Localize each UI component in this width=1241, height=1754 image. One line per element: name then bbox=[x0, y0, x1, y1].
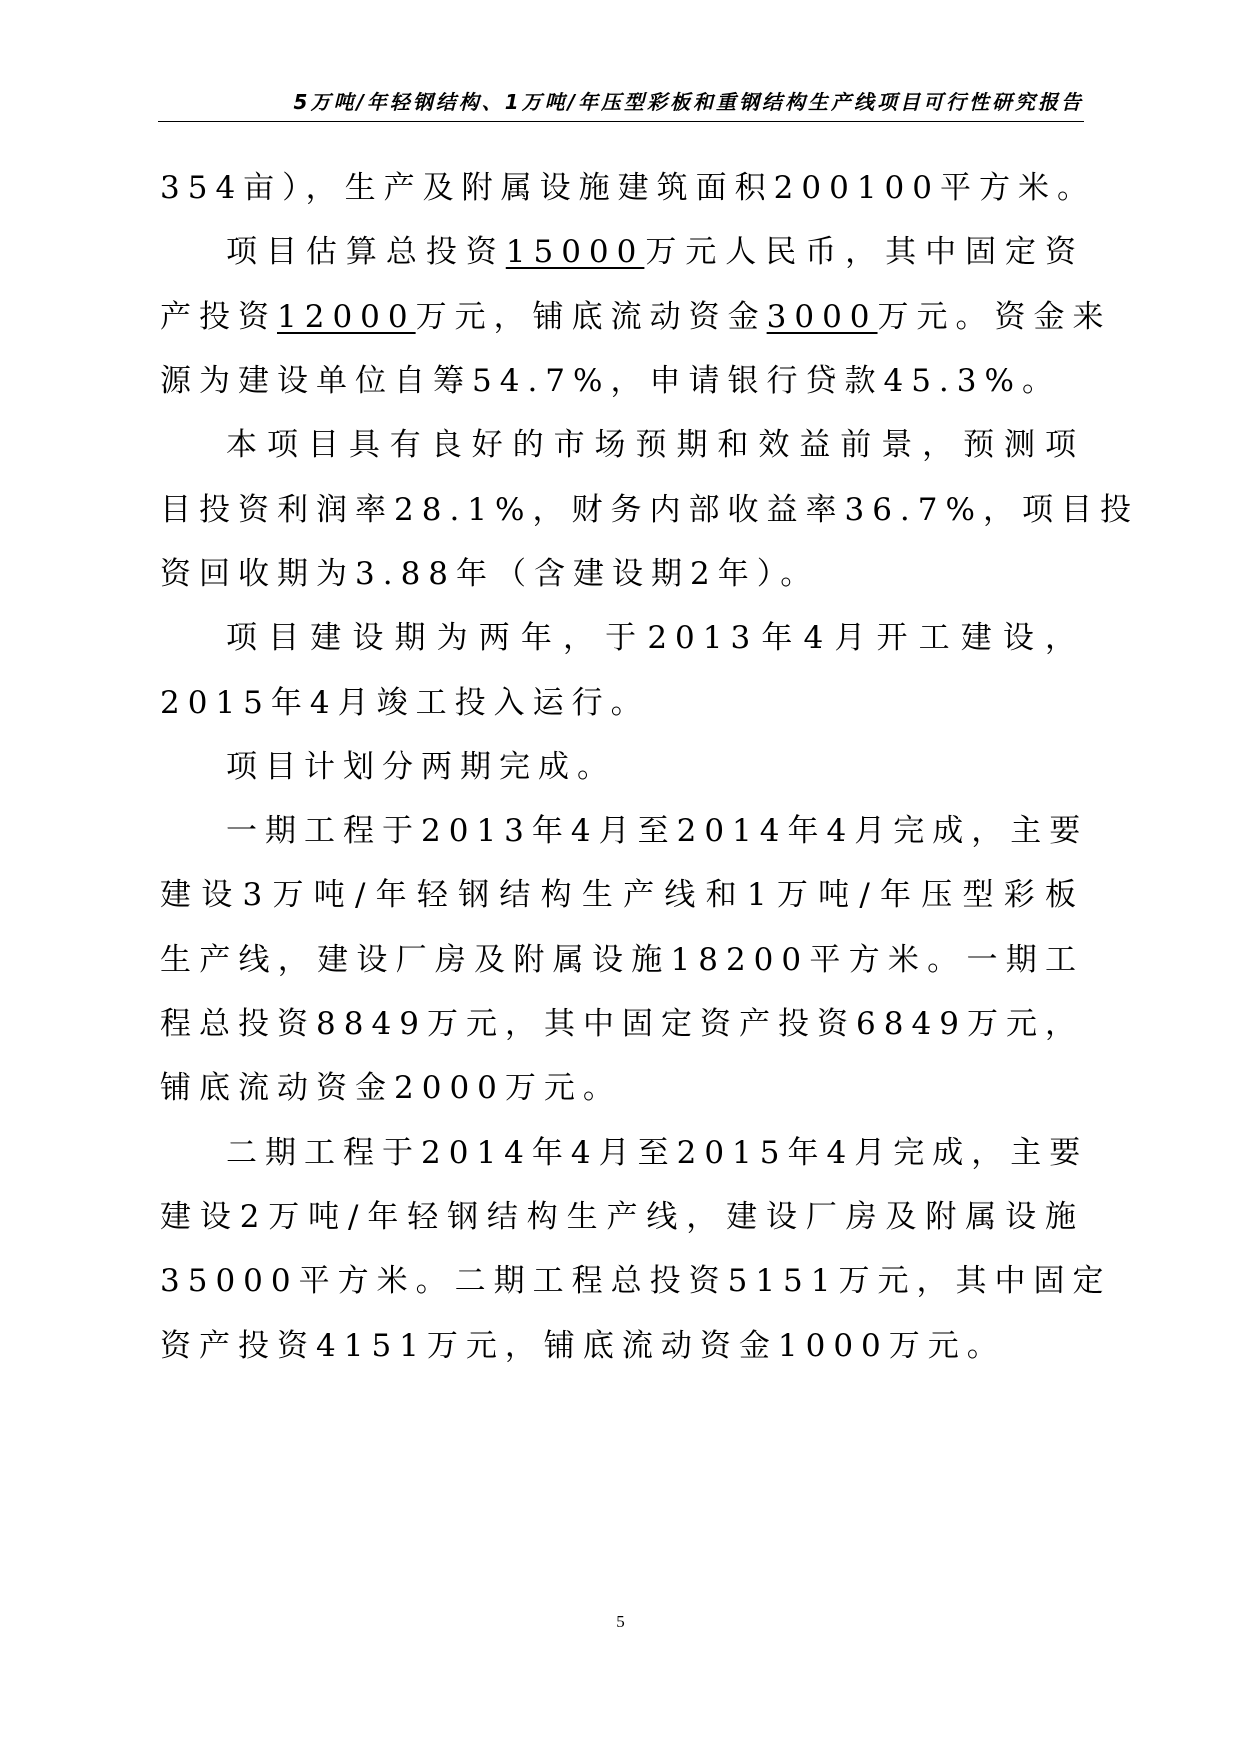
text-line-16: 二期工程于2014年4月至2015年4月完成，主要 bbox=[226, 1135, 1089, 1171]
text-line-2 bbox=[226, 232, 1084, 272]
page-number: 5 bbox=[616, 1612, 625, 1631]
text-line-6: 目投资利润率28.1%，财务内部收益率36.7%，项目投 bbox=[160, 492, 1139, 528]
text-line-13: 生产线，建设厂房及附属设施18200平方米。一期工 bbox=[160, 942, 1084, 978]
running-header: 5万吨/年轻钢结构、1万吨/年压型彩板和重钢结构生产线项目可行性研究报告 bbox=[293, 90, 1084, 114]
text-line-1: 354亩），生产及附属设施建筑面积200100平方米。 bbox=[160, 170, 1097, 206]
text-fragment: 万元人民币，其中固定资 bbox=[644, 234, 1085, 270]
text-fragment: 万元，铺底流动资金 bbox=[415, 299, 767, 335]
text-line-9: 2015年4月竣工投入运行。 bbox=[160, 685, 650, 721]
text-line-19: 资产投资4151万元，铺底流动资金1000万元。 bbox=[160, 1328, 1006, 1364]
text-line-10: 项目计划分两期完成。 bbox=[226, 749, 616, 785]
text-line-4: 源为建设单位自筹54.7%，申请银行贷款45.3%。 bbox=[160, 363, 1061, 399]
text-line-3 bbox=[160, 297, 1112, 337]
text-fragment: 项目估算总投资 bbox=[226, 234, 506, 270]
text-line-12: 建设3万吨/年轻钢结构生产线和1万吨/年压型彩板 bbox=[160, 877, 1084, 913]
total-investment-value: 15000 bbox=[505, 234, 645, 270]
text-line-17: 建设2万吨/年轻钢结构生产线，建设厂房及附属设施 bbox=[160, 1199, 1084, 1235]
text-fragment: 产投资 bbox=[160, 299, 277, 335]
text-line-8: 项目建设期为两年，于2013年4月开工建设， bbox=[226, 620, 1084, 656]
text-line-15: 铺底流动资金2000万元。 bbox=[160, 1070, 622, 1106]
text-line-11: 一期工程于2013年4月至2014年4月完成，主要 bbox=[226, 813, 1089, 849]
fixed-asset-investment-value: 12000 bbox=[277, 299, 416, 335]
text-fragment: 万元。资金来 bbox=[877, 299, 1112, 335]
working-capital-value: 3000 bbox=[766, 299, 878, 335]
text-line-18: 35000平方米。二期工程总投资5151万元，其中固定 bbox=[160, 1263, 1112, 1299]
header-rule bbox=[158, 121, 1084, 122]
text-line-14: 程总投资8849万元，其中固定资产投资6849万元， bbox=[160, 1006, 1084, 1042]
text-line-7: 资回收期为3.88年（含建设期2年）。 bbox=[160, 556, 820, 592]
text-line-5: 本项目具有良好的市场预期和效益前景，预测项 bbox=[226, 427, 1084, 463]
